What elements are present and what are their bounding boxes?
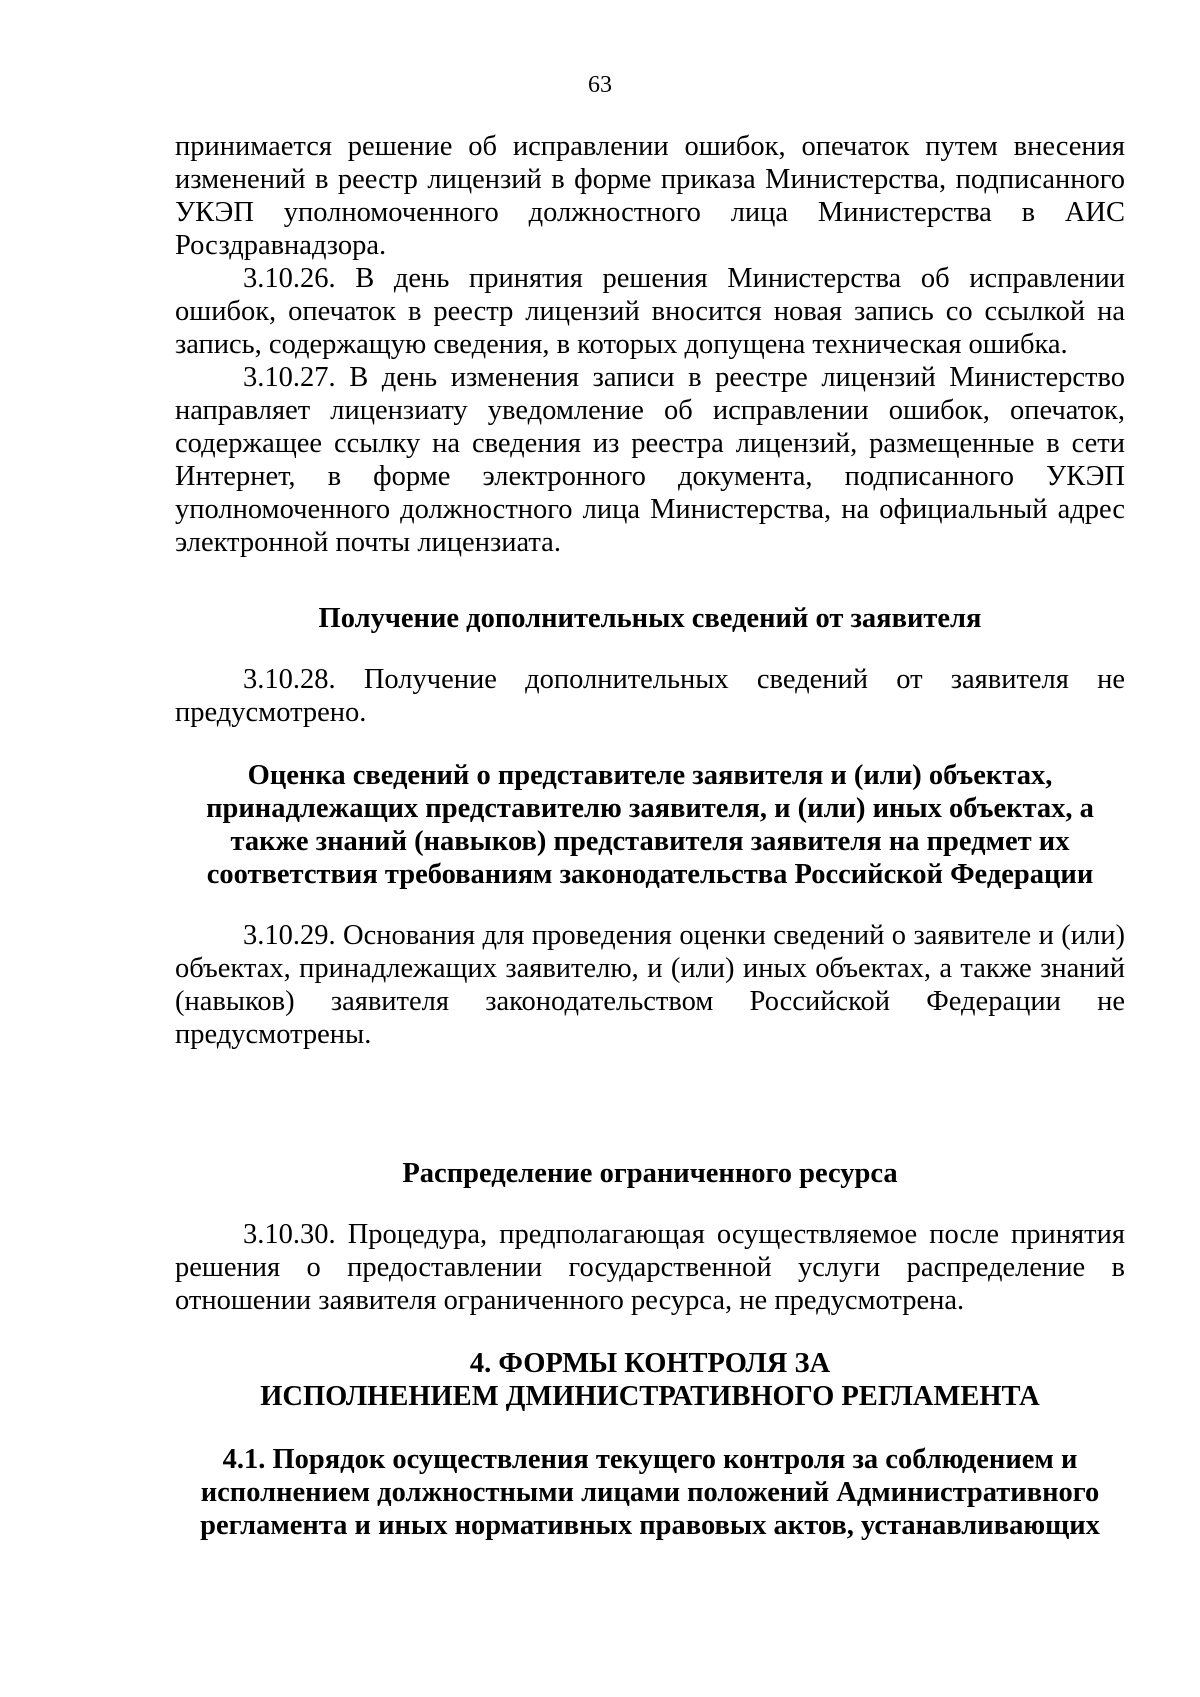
heading-line: 4.1. Порядок осуществления текущего контроля за соблюдением и [222,1444,1078,1475]
section-heading-additional-info: Получение дополнительных сведений от заявителя [318,603,982,634]
heading-line: регламента и иных нормативных правовых актов, устанавливающих [200,1510,1100,1541]
chapter-heading-4 [175,1347,1125,1413]
heading-line: исполнением должностными лицами положений Административного [200,1477,1100,1508]
document-body [175,130,1125,1542]
heading-line: также знаний (навыков) представителя заявителя на предмет их [230,826,1070,857]
paragraph-3-10-28: 3.10.28. Получение дополнительных сведений от заявителя не предусмотрено. [175,664,1125,728]
heading-line: Оценка сведений о представителе заявителя и (или) объектах, [247,760,1053,791]
heading-line: принадлежащих представителю заявителя, и (или) иных объектах, а [206,793,1094,824]
heading-line: соответствия требованиям законодательства Российской Федерации [206,859,1094,890]
section-heading-limited-resource: Распределение ограниченного ресурса [402,1158,898,1189]
subsection-heading-4-1 [175,1443,1125,1542]
section-heading-assessment [175,759,1125,891]
heading-line: ИСПОЛНЕНИЕМ ДМИНИСТРАТИВНОГО РЕГЛАМЕНТА [260,1381,1040,1412]
paragraph-3-10-29: 3.10.29. Основания для проведения оценки сведений о заявителе и (или) объектах, принадлежащих заявителю, и (или) иных объектах, а также знаний (навыков) заявителя законодательством Российской Федерации не предусмотрены. [175,920,1125,1050]
paragraph-3-10-26: 3.10.26. В день принятия решения Министерства об исправлении ошибок, опечаток в реестр лицензий вносится новая запись со ссылкой на запись, содержащую сведения, в которых допущена техническая ошибка. [175,263,1125,360]
heading-line: 4. ФОРМЫ КОНТРОЛЯ ЗА [469,1348,831,1379]
page-number: 63 [588,72,612,98]
paragraph-3-10-30: 3.10.30. Процедура, предполагающая осуществляемое после принятия решения о предоставлении государственной услуги распределение в отношении заявителя ограниченного ресурса, не предусмотрена. [175,1219,1125,1316]
paragraph-3-10-27: 3.10.27. В день изменения записи в реестре лицензий Министерство направляет лицензиату уведомление об исправлении ошибок, опечаток, содержащее ссылку на сведения из реестра лицензий, размещенные в сети Интернет, в форме электронного документа, подписанного УКЭП уполномоченного должностного лица Министерства, на официальный адрес электронной почты лицензиата. [175,362,1125,558]
paragraph-continuation: принимается решение об исправлении ошибок, опечаток путем внесения изменений в реестр лицензий в форме приказа Министерства, подписанного УКЭП уполномоченного должностного лица Министерства в АИС Росздравнадзора. [175,131,1125,261]
